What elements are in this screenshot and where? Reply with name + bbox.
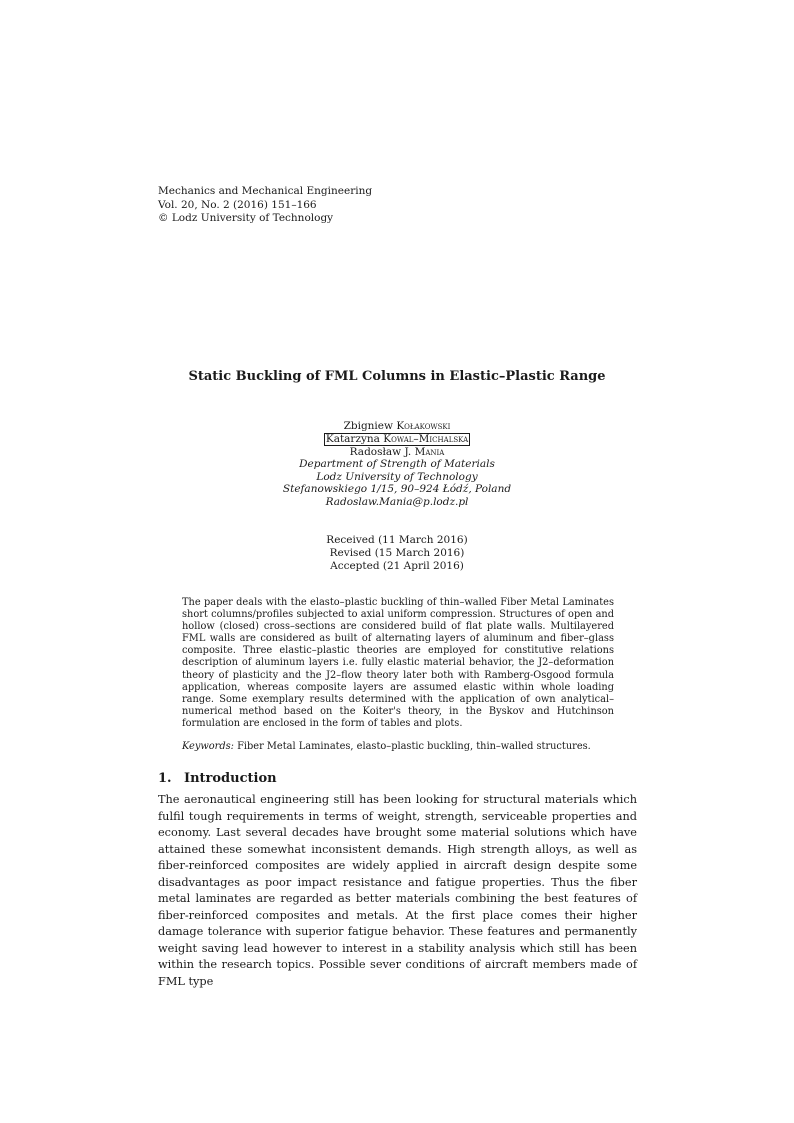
affiliation-address: Stefanowskiego 1/15, 90–924 Łódź, Poland xyxy=(282,483,512,496)
keywords-text: Fiber Metal Laminates, elasto–plastic buckling, thin–walled structures. xyxy=(237,741,591,752)
revised-date: Revised (15 March 2016) xyxy=(329,547,465,559)
keywords-label: Keywords: xyxy=(182,741,234,752)
author-email: Radoslaw.Mania@p.lodz.pl xyxy=(325,495,469,508)
author-2-box: Katarzyna Kowal–Michalska xyxy=(325,432,469,445)
abstract: The paper deals with the elasto–plastic buckling of thin–walled Fiber Metal Laminates short columns/profiles subjected to axial uniform compression. Structures of open and hollow (closed) cross–sections are considered build of flat plate walls. Multilayered FML walls are considered as built of alternating layers of aluminum and fiber–glass composite. Three elastic–plastic theories are employed for constitutive relations description of aluminum layers i.e. fully elastic material behavior, the J2–deformation theory of plasticity and the J2–flow theory later both with Ramberg-Osgood formula application, whereas composite layers are assumed elastic within whole loading range. Some exemplary results determined with the application of own analytical–numerical method based on the Koiter's theory, in the Byskov and Hutchinson formulation are enclosed in the form of tables and plots. xyxy=(182,597,614,729)
author-3: Radosław J. Mania xyxy=(349,445,445,458)
keywords xyxy=(182,741,614,753)
section-heading xyxy=(158,771,277,787)
received-date: Received (11 March 2016) xyxy=(326,534,468,546)
journal-publisher: © Lodz University of Technology xyxy=(158,212,334,224)
author-1: Zbigniew Kołakowski xyxy=(343,420,451,432)
journal-volume: Vol. 20, No. 2 (2016) 151–166 xyxy=(158,198,317,211)
affiliation-dept: Department of Strength of Materials xyxy=(299,458,495,471)
author-2 xyxy=(0,433,794,446)
affiliation-univ: Lodz University of Technology xyxy=(316,470,478,483)
section-number: 1. xyxy=(158,771,172,786)
accepted-date: Accepted (21 April 2016) xyxy=(330,560,464,572)
introduction-paragraph: The aeronautical engineering still has been looking for structural materials which fulfil tough requirements in terms of weight, strength, serviceable properties and economy. Last several decades have brought some material solutions which have attained these somewhat inconsistent demands. High strength alloys, as well as fiber-reinforced composites are widely applied in aircraft design despite some disadvantages as poor impact resistance and fatigue properties. Thus the fiber metal laminates are regarded as better materials combining the best features of fiber-reinforced composites and metals. At the first place comes their higher damage tolerance with superior fatigue behavior. These features and permanently weight saving lead however to interest in a stability analysis which still has been within the research topics. Possible sever conditions of aircraft members made of FML type xyxy=(158,793,637,988)
journal-header xyxy=(158,185,372,226)
author-block xyxy=(0,420,794,509)
section-title: Introduction xyxy=(184,771,277,786)
journal-name: Mechanics and Mechanical Engineering xyxy=(158,185,373,197)
publication-dates xyxy=(0,534,794,573)
paper-title: Static Buckling of FML Columns in Elastic–Plastic Range xyxy=(188,369,606,384)
